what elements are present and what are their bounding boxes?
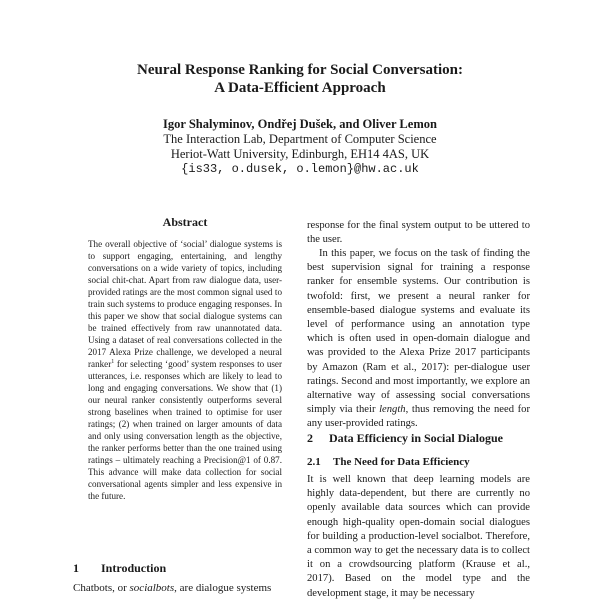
subsection-2-1-title: The Need for Data Efficiency bbox=[333, 456, 470, 468]
section-1-number: 1 bbox=[73, 561, 79, 575]
section-2-number: 2 bbox=[307, 431, 313, 445]
intro-text-start: Chatbots, or bbox=[73, 582, 130, 594]
paper-title-line-2: A Data-Efficient Approach bbox=[214, 80, 386, 96]
right-paragraph-2-part-2: , thus removing the need for any user-provided ratings. bbox=[307, 404, 530, 430]
abstract-text-part-1: The overall objective of ‘social’ dialogue systems is to support engaging, entertaining, and lengthy conversations on a wide variety of topics, including social chit-chat. Apart from raw dialogue data, user-provided ratings are the most common signal used to train such systems to produce engaging responses. In this paper we show that social dialogue systems can be trained effectively from raw unannotated data. Using a dataset of real conversations collected in the 2017 Alexa Prize challenge, we developed a neural ranker bbox=[88, 239, 282, 369]
section-2-heading bbox=[307, 431, 503, 446]
affiliation-line-1: The Interaction Lab, Department of Computer Science bbox=[163, 132, 437, 146]
footnote-mark: 1 bbox=[111, 358, 115, 365]
intro-text-end: , are dialogue systems bbox=[174, 582, 272, 594]
abstract-text-part-2: for selecting ‘good’ system responses to user utterances, i.e. responses which are likely to lead to long and engaging conversations. We show that (1) our neural ranker consistently outperforms several strong baselines when trained to optimise for user ratings; (2) when trained on larger amounts of data and only using conversation length as the objective, the ranker performs better than the one trained using ratings – ultimately reaching a Precision@1 of 0.87. This advance will make data collection for social conversational agents simpler and less expensive in the future. bbox=[88, 359, 282, 501]
section-1-heading bbox=[73, 561, 166, 576]
section-2-title: Data Efficiency in Social Dialogue bbox=[329, 431, 503, 445]
subsection-2-1-number: 2.1 bbox=[307, 456, 321, 468]
abstract-heading: Abstract bbox=[162, 215, 208, 229]
intro-text-italic: socialbots bbox=[129, 582, 175, 594]
introduction-paragraph bbox=[73, 581, 296, 595]
affiliation-line-2: Heriot-Watt University, Edinburgh, EH14 4AS, UK bbox=[170, 147, 430, 161]
paper-title-line-1: Neural Response Ranking for Social Conversation: bbox=[137, 62, 463, 78]
subsection-2-1-heading bbox=[307, 456, 470, 468]
right-paragraph-1: response for the final system output to be uttered to the user. bbox=[307, 220, 530, 246]
right-paragraph-2-italic: length bbox=[379, 404, 406, 416]
abstract-body bbox=[88, 238, 282, 502]
section-2-1-paragraph: It is well known that deep learning models are highly data-dependent, but there are currently no openly available data sources which can provide enough high-quality open-domain social dialogues for building a production-level socialbot. Therefore, a common way to get the necessary data is to collect it on a crowdsourcing platform (Krause et al., 2017). Based on the model type and the development stage, it may be necessary bbox=[307, 474, 530, 599]
paper-authors: Igor Shalyminov, Ondřej Dušek, and Oliver Lemon bbox=[163, 117, 437, 131]
right-paragraph-2 bbox=[307, 247, 530, 432]
author-emails: {is33, o.dusek, o.lemon}@hw.ac.uk bbox=[181, 162, 419, 176]
right-paragraph-2-part-1: In this paper, we focus on the task of finding the best supervision signal for training a response ranker for ensemble systems. Our contribution is twofold: first, we present a neural ranker for ensemble-based dialogue systems and evaluate its level of performance using an annotation type which is often used in open-domain dialogue and was provided to the Alexa Prize 2017 participants by Amazon (Ram et al., 2017): per-dialogue user ratings. Second and most importantly, we explore an alternative way of assessing social conversations simply via their bbox=[307, 248, 530, 416]
section-1-title: Introduction bbox=[101, 561, 167, 575]
